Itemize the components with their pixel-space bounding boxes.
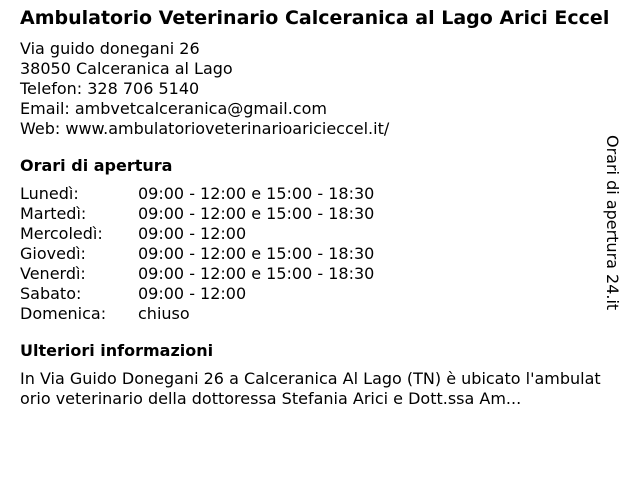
hours-time: 09:00 - 12:00 e 15:00 - 18:30 <box>138 184 375 203</box>
phone-number: Telefon: 328 706 5140 <box>20 79 200 98</box>
opening-hours-heading: Orari di apertura <box>20 156 173 175</box>
hours-time: 09:00 - 12:00 e 15:00 - 18:30 <box>138 204 375 223</box>
hours-day: Martedì: <box>20 204 87 223</box>
business-card <box>20 8 610 409</box>
hours-time: 09:00 - 12:00 e 15:00 - 18:30 <box>138 264 375 283</box>
further-info-text: In Via Guido Donegani 26 a Calceranica Al Lago (TN) è ubicato l'ambulatorio veterinario della dottoressa Stefania Arici e Dott.ssa Am... <box>20 369 601 408</box>
hours-row-wednesday <box>20 224 610 244</box>
hours-day: Venerdì: <box>20 264 86 283</box>
hours-day: Lunedì: <box>20 184 79 203</box>
hours-row-saturday <box>20 284 610 304</box>
hours-time: 09:00 - 12:00 <box>138 224 247 243</box>
hours-time: 09:00 - 12:00 <box>138 284 247 303</box>
address-street: Via guido donegani 26 <box>20 39 200 58</box>
hours-row-monday <box>20 184 610 204</box>
address-city: 38050 Calceranica al Lago <box>20 59 233 78</box>
further-info-heading: Ulteriori informazioni <box>20 341 214 360</box>
hours-day: Mercoledì: <box>20 224 103 243</box>
email-address: Email: ambvetcalceranica@gmail.com <box>20 99 327 118</box>
hours-row-tuesday <box>20 204 610 224</box>
hours-row-sunday <box>20 304 610 324</box>
hours-row-friday <box>20 264 610 284</box>
hours-time: 09:00 - 12:00 e 15:00 - 18:30 <box>138 244 375 263</box>
site-brand-label: Orari di apertura 24.it <box>603 135 622 311</box>
website-url: Web: www.ambulatorioveterinarioariciеccel.it/ <box>20 119 390 138</box>
hours-day: Sabato: <box>20 284 82 303</box>
opening-hours-table <box>20 184 610 324</box>
hours-day: Giovedì: <box>20 244 86 263</box>
hours-row-thursday <box>20 244 610 264</box>
business-name: Ambulatorio Veterinario Calceranica al Lago Arici Eccel <box>20 7 610 29</box>
hours-time: chiuso <box>138 304 190 323</box>
hours-day: Domenica: <box>20 304 107 323</box>
